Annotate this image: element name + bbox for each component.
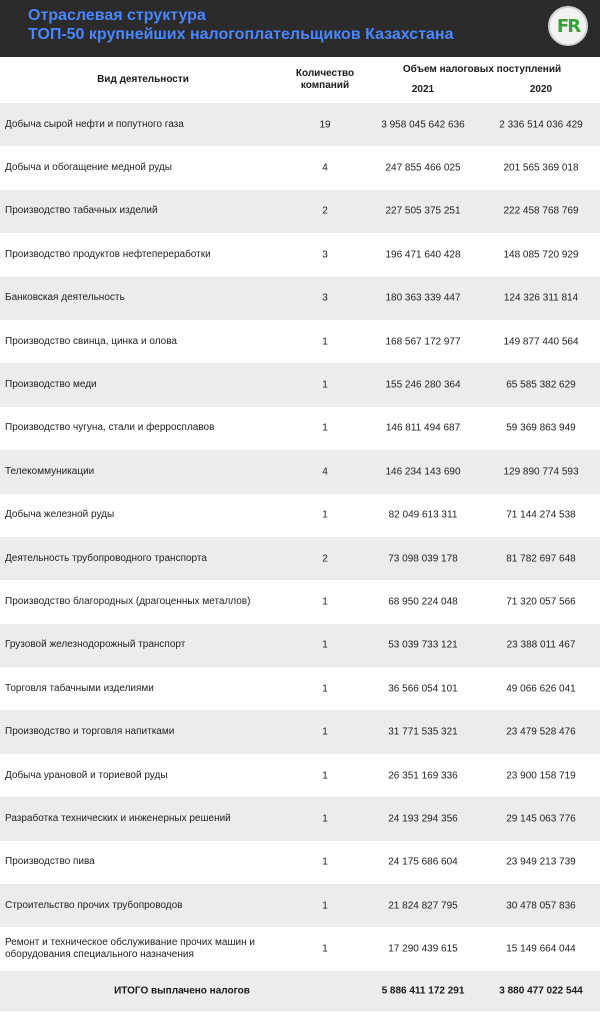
cell-activity: Производство меди <box>5 379 97 391</box>
cell-activity: Добыча урановой и ториевой руды <box>5 769 168 781</box>
cell-2021: 227 505 375 251 <box>385 205 461 217</box>
logo-text: FR <box>556 15 580 37</box>
table-row <box>0 450 600 493</box>
cell-count: 1 <box>322 813 328 825</box>
cell-2020: 15 149 664 044 <box>506 943 576 955</box>
cell-2021: 196 471 640 428 <box>385 249 461 261</box>
cell-2020: 149 877 440 564 <box>503 336 579 348</box>
page-header <box>0 0 600 57</box>
table-row <box>0 797 600 840</box>
cell-2021: 17 290 439 615 <box>388 943 458 955</box>
table-row <box>0 710 600 753</box>
cell-count: 1 <box>322 336 328 348</box>
cell-2020: 201 565 369 018 <box>503 162 579 174</box>
cell-2020: 29 145 063 776 <box>506 813 576 825</box>
cell-activity: Добыча сырой нефти и попутного газа <box>5 118 184 130</box>
cell-count: 3 <box>322 292 328 304</box>
cell-activity: Ремонт и техническое обслуживание прочих машин и оборудования специального назначения <box>5 937 255 961</box>
cell-count: 1 <box>322 422 328 434</box>
cell-2021: 36 566 054 101 <box>388 683 458 695</box>
column-header-volume: Объем налоговых поступлений <box>402 64 562 75</box>
table-row <box>0 624 600 667</box>
cell-2020: 222 458 768 769 <box>503 205 579 217</box>
cell-count: 4 <box>322 466 328 478</box>
table-body <box>0 103 600 971</box>
cell-2020: 59 369 863 949 <box>506 422 576 434</box>
cell-2020: 71 144 274 538 <box>506 509 576 521</box>
cell-2021: 168 567 172 977 <box>385 336 461 348</box>
total-2021: 5 886 411 172 291 <box>381 985 465 997</box>
cell-2020: 2 336 514 036 429 <box>499 119 583 131</box>
cell-2021: 73 098 039 178 <box>388 553 458 565</box>
total-row <box>0 971 600 1011</box>
cell-activity: Телекоммуникации <box>5 465 95 477</box>
cell-count: 19 <box>319 119 331 131</box>
cell-2020: 65 585 382 629 <box>506 379 576 391</box>
cell-count: 1 <box>322 943 328 955</box>
cell-activity: Грузовой железнодорожный транспорт <box>5 639 186 651</box>
cell-2020: 23 479 528 476 <box>506 726 576 738</box>
cell-2021: 3 958 045 642 636 <box>381 119 465 131</box>
cell-count: 1 <box>322 596 328 608</box>
cell-2020: 129 890 774 593 <box>503 466 579 478</box>
cell-count: 1 <box>322 509 328 521</box>
column-header-2021: 2021 <box>411 84 435 95</box>
cell-count: 2 <box>322 205 328 217</box>
cell-count: 1 <box>322 683 328 695</box>
table-row <box>0 754 600 797</box>
table-row <box>0 363 600 406</box>
table-row <box>0 146 600 189</box>
cell-2021: 24 193 294 356 <box>388 813 458 825</box>
cell-count: 1 <box>322 770 328 782</box>
column-header-2020: 2020 <box>529 84 553 95</box>
cell-count: 1 <box>322 900 328 912</box>
cell-2020: 23 949 213 739 <box>506 856 576 868</box>
cell-2020: 23 900 158 719 <box>506 770 576 782</box>
cell-activity: Производство благородных (драгоценных металлов) <box>5 595 251 607</box>
cell-2020: 71 320 057 566 <box>506 596 576 608</box>
cell-activity: Производство и торговля напитками <box>5 726 175 738</box>
cell-activity: Производство свинца, цинка и олова <box>5 335 177 347</box>
table-row <box>0 927 600 970</box>
cell-2021: 21 824 827 795 <box>388 900 458 912</box>
table-row <box>0 103 600 146</box>
cell-2020: 124 326 311 814 <box>503 292 579 304</box>
cell-activity: Производство табачных изделий <box>5 205 158 217</box>
table-row <box>0 277 600 320</box>
cell-2020: 148 085 720 929 <box>503 249 579 261</box>
cell-2020: 23 388 011 467 <box>506 639 576 651</box>
cell-2021: 24 175 686 604 <box>388 856 458 868</box>
cell-count: 1 <box>322 856 328 868</box>
cell-2021: 247 855 466 025 <box>385 162 461 174</box>
cell-2021: 68 950 224 048 <box>388 596 458 608</box>
title-line-2: ТОП-50 крупнейших налогоплательщиков Казахстана <box>28 26 454 43</box>
cell-activity: Производство продуктов нефтепереработки <box>5 248 211 260</box>
total-2020: 3 880 477 022 544 <box>499 985 583 997</box>
cell-2021: 26 351 169 336 <box>388 770 458 782</box>
table-row <box>0 190 600 233</box>
cell-2020: 30 478 057 836 <box>506 900 576 912</box>
table-header <box>0 57 600 103</box>
table-row <box>0 494 600 537</box>
cell-count: 2 <box>322 553 328 565</box>
table-row <box>0 537 600 580</box>
cell-activity: Добыча и обогащение медной руды <box>5 162 172 174</box>
cell-count: 1 <box>322 726 328 738</box>
cell-activity: Деятельность трубопроводного транспорта <box>5 552 207 564</box>
total-label: ИТОГО выплачено налогов <box>114 985 250 997</box>
cell-activity: Строительство прочих трубопроводов <box>5 899 183 911</box>
table-row <box>0 841 600 884</box>
cell-2021: 155 246 280 364 <box>385 379 461 391</box>
table-row <box>0 233 600 276</box>
cell-2021: 146 234 143 690 <box>385 466 461 478</box>
column-header-activity: Вид деятельности <box>97 74 189 85</box>
table-row <box>0 580 600 623</box>
cell-count: 1 <box>322 379 328 391</box>
cell-activity: Банковская деятельность <box>5 292 125 304</box>
cell-2021: 180 363 339 447 <box>385 292 461 304</box>
cell-count: 4 <box>322 162 328 174</box>
cell-activity: Добыча железной руды <box>5 509 115 521</box>
cell-count: 1 <box>322 639 328 651</box>
logo <box>548 6 588 46</box>
cell-activity: Производство чугуна, стали и ферросплавов <box>5 422 215 434</box>
cell-count: 3 <box>322 249 328 261</box>
column-header-count: Количество компаний <box>295 68 355 91</box>
table-row <box>0 320 600 363</box>
cell-activity: Торговля табачными изделиями <box>5 682 154 694</box>
title-line-1: Отраслевая структура <box>28 7 206 24</box>
cell-activity: Разработка технических и инженерных решений <box>5 812 231 824</box>
cell-2021: 31 771 535 321 <box>388 726 458 738</box>
table-row <box>0 884 600 927</box>
cell-2021: 146 811 494 687 <box>385 422 461 434</box>
table-row <box>0 407 600 450</box>
cell-2021: 82 049 613 311 <box>388 509 458 521</box>
table-row <box>0 667 600 710</box>
cell-activity: Производство пива <box>5 856 95 868</box>
cell-2020: 49 066 626 041 <box>506 683 576 695</box>
cell-2020: 81 782 697 648 <box>506 553 576 565</box>
cell-2021: 53 039 733 121 <box>388 639 458 651</box>
